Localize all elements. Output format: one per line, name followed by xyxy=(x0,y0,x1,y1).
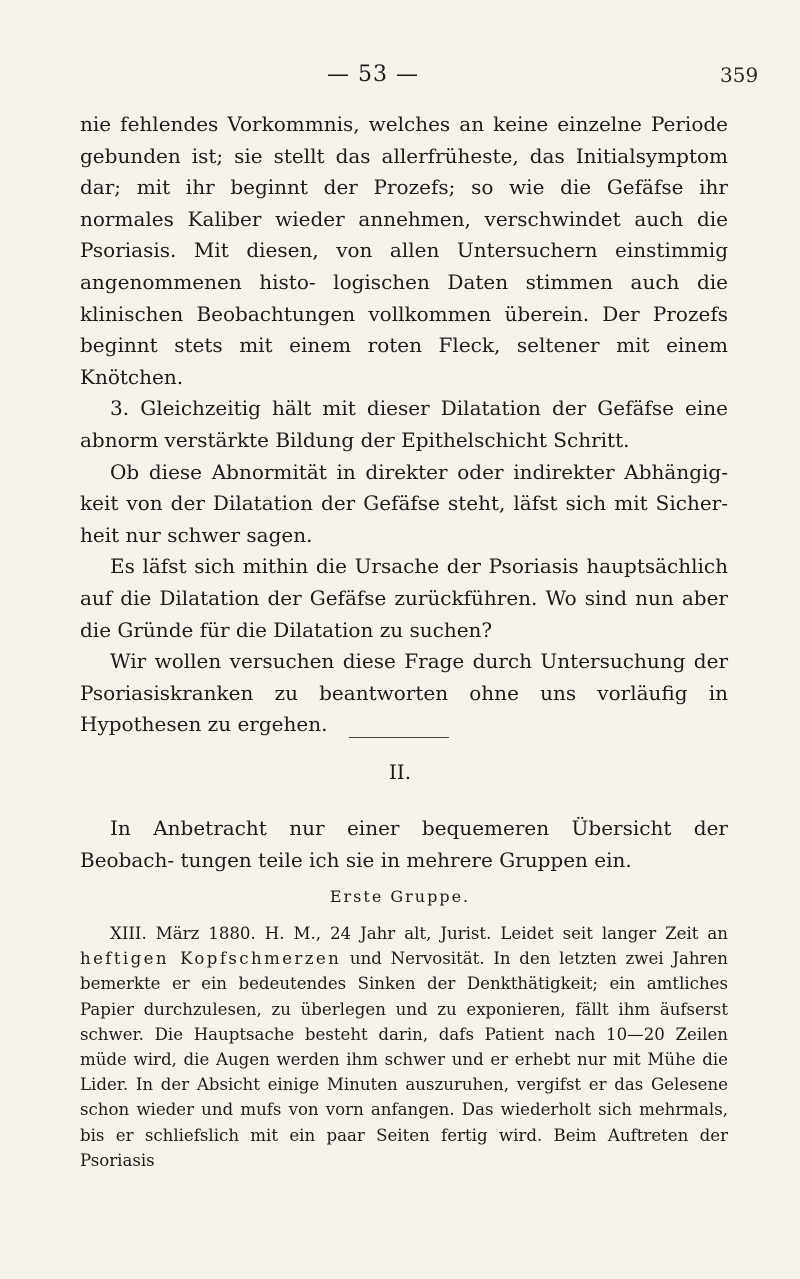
paragraph-2: 3. Gleichzeitig hält mit dieser Dilatation der Gefäfse eine abnorm verstärkte Bildung der Epithelschicht Schritt. xyxy=(80,396,728,452)
page-number-alt: 359 xyxy=(720,63,759,87)
section-intro xyxy=(80,813,728,876)
case-report xyxy=(80,921,728,1173)
case-rest: und Nervosität. In den letzten zwei Jahren bemerkte er ein bedeutendes Sinken der Denkthätigkeit; ein amtliches Papier durchzulesen, zu überlegen und zu exponieren, fällt ihm äufserst schwer. Die Hauptsache besteht darin, dafs Patient nach 10—20 Zeilen müde wird, die Augen werden ihm schwer und er erhebt nur mit Mühe die Lider. In der Absicht einige Minuten auszuruhen, vergifst er das Gelesene schon wieder und mufs von vorn anfangen. Das wiederholt sich mehrmals, bis er schliefslich mit ein paar Seiten fertig wird. Beim Auftreten der Psoriasis xyxy=(80,949,728,1170)
body-text xyxy=(80,109,728,741)
group-title: Erste Gruppe. xyxy=(329,887,471,906)
paragraph-5: Wir wollen versuchen diese Frage durch Untersuchung der Psoriasiskranken zu beantworten ohne uns vorläufig in Hypothesen zu ergehen. xyxy=(80,649,728,737)
section-divider xyxy=(349,737,449,738)
case-lead: XIII. März 1880. H. M., 24 Jahr alt, Jurist. Leidet seit langer Zeit an xyxy=(110,924,728,943)
intro-paragraph: In Anbetracht nur einer bequemeren Übersicht der Beobach- tungen teile ich sie in mehrere Gruppen ein. xyxy=(80,816,728,872)
paragraph-1: nie fehlendes Vorkommnis, welches an keine einzelne Periode gebunden ist; sie stellt das allerfrüheste, das Initialsymptom dar; mit ihr beginnt der Prozefs; so wie die Gefäfse ihr normales Kaliber wieder annehmen, verschwindet auch die Psoriasis. Mit diesen, von allen Untersuchern einstimmig angenommenen histo- logischen Daten stimmen auch die klinischen Beobachtungen vollkommen überein. Der Prozefs beginnt stets mit einem roten Fleck, seltener mit einem Knötchen. xyxy=(80,112,728,389)
page-header xyxy=(0,62,800,92)
paragraph-3: Ob diese Abnormität in direkter oder indirekter Abhängig- keit von der Dilatation der Gefäfse steht, läfst sich mit Sicher- heit nur schwer sagen. xyxy=(80,459,728,547)
case-emphasis: heftigen Kopfschmerzen xyxy=(80,949,342,969)
page-number: — 53 — xyxy=(327,62,419,87)
section-heading: II. xyxy=(388,760,412,784)
paragraph-4: Es läfst sich mithin die Ursache der Psoriasis hauptsächlich auf die Dilatation der Gefäfse zurückführen. Wo sind nun aber die Gründe für die Dilatation zu suchen? xyxy=(80,554,728,642)
case-paragraph xyxy=(80,921,728,1173)
